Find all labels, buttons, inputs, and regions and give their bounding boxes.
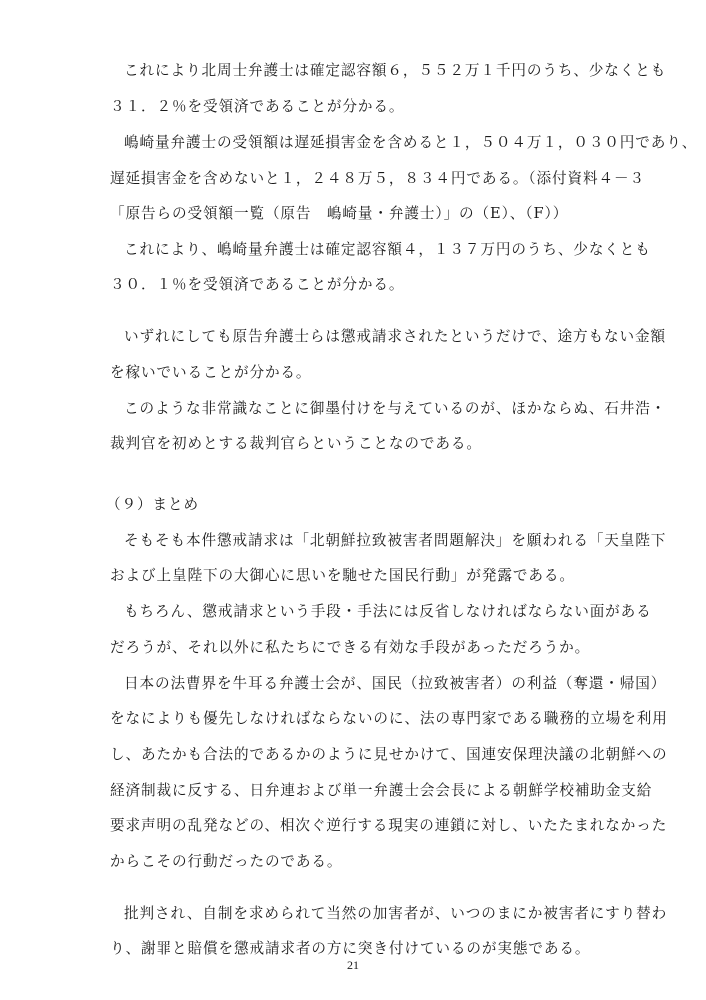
text-line: 遅延損害金を含めないと１，２４８万５，８３４円である。（添付資料４－３ [110,170,645,187]
text-line: もちろん、懲戒請求という手段・手法には反省しなければならない面がある [124,603,652,620]
text-line: 嶋崎量弁護士の受領額は遅延損害金を含めると１，５０４万１，０３０円であり、 [124,134,698,151]
page-number: 21 [347,958,359,972]
text-line: からこその行動だったのである。 [110,853,343,870]
text-line: これにより、嶋崎量弁護士は確定認容額４，１３７万円のうち、少なくとも [124,241,651,258]
text-line: このような非常識なことに御墨付けを与えているのが、ほかならぬ、石井浩・ [124,400,667,417]
text-line: し、あたかも合法的であるかのように見せかけて、国連安保理決議の北朝鮮への [110,746,668,763]
text-line: 経済制裁に反する、日弁連および単一弁護士会会長による朝鮮学校補助金支給 [110,782,653,799]
text-line: および上皇陛下の大御心に思いを馳せた国民行動」が発露である。 [110,567,575,584]
text-line: り、謝罪と賠償を懲戒請求者の方に突き付けているのが実態である。 [110,940,591,957]
section-heading: （９）まとめ [106,496,199,513]
text-line: 批判され、自制を求められて当然の加害者が、いつのまにか被害者にすり替わ [124,905,668,922]
text-line: これにより北周士弁護士は確定認容額６，５５２万１千円のうち、少なくとも [124,62,667,79]
text-line: いずれにしても原告弁護士らは懲戒請求されたというだけで、途方もない金額 [124,328,666,345]
text-line: 日本の法曹界を牛耳る弁護士会が、国民（拉致被害者）の利益（奪還・帰国） [124,675,667,692]
text-line: だろうが、それ以外に私たちにできる有効な手段があっただろうか。 [110,639,591,656]
text-line: そもそも本件懲戒請求は「北朝鮮拉致被害者問題解決」を願われる「天皇陛下 [124,532,667,549]
text-line: ３０．１％を受領済であることが分かる。 [110,276,405,293]
text-line: 裁判官を初めとする裁判官らということなのである。 [110,435,482,452]
text-line: 要求声明の乱発などの、相次ぐ逆行する現実の連鎖に対し、いたたまれなかった [110,817,668,834]
text-line: ３１．２％を受領済であることが分かる。 [110,98,405,115]
text-line: 「原告らの受領額一覧（原告 嶋崎量・弁護士）」の（E）、（F）） [110,205,569,222]
text-line: を稼いでいることが分かる。 [110,364,312,381]
text-line: をなによりも優先しなければならないのに、法の専門家である職務的立場を利用 [110,710,668,727]
